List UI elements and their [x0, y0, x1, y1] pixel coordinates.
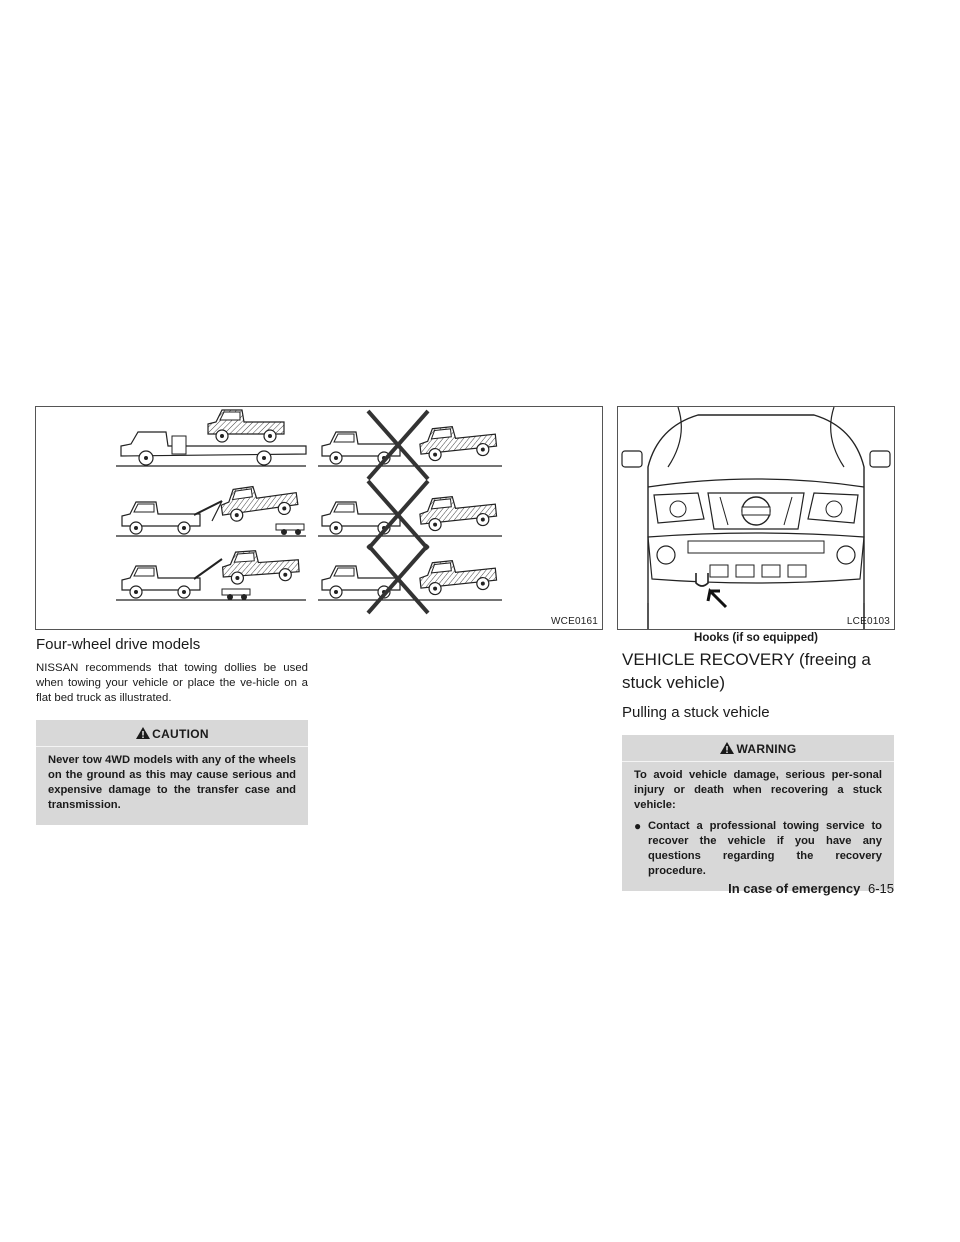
towing-paragraph: NISSAN recommends that towing dollies be used when towing your vehicle or place the ve-hicle on a flat bed truck as illustrated. [36, 662, 308, 704]
caution-text: Never tow 4WD models with any of the wheels on the ground as this may cause serious and expensive damage to the transfer case and transmission. [48, 754, 296, 811]
towing-methods-figure [35, 406, 603, 630]
warning-bullet-text: Contact a professional towing service to recover the vehicle if you have any questions regarding the recovery procedure. [648, 820, 882, 877]
footer-page-number: 6-15 [867, 881, 894, 896]
figure-caption: Hooks (if so equipped) [694, 632, 818, 644]
caution-title: CAUTION [152, 727, 209, 741]
warning-box [622, 735, 894, 891]
towing-illustration [36, 407, 602, 629]
caution-icon [135, 726, 151, 740]
page-footer [728, 881, 894, 896]
left-column [36, 636, 308, 825]
footer-section: In case of emergency [728, 881, 861, 896]
vehicle-front-illustration [618, 407, 894, 629]
vehicle-recovery-heading: VEHICLE RECOVERY (freeing a stuck vehicle) [622, 650, 871, 692]
warning-header [622, 735, 894, 762]
warning-title: WARNING [736, 742, 797, 756]
caution-header [36, 720, 308, 747]
section-heading-4wd: Four-wheel drive models [36, 636, 201, 653]
warning-intro: To avoid vehicle damage, serious per-sonal injury or death when recovering a stuck vehicle: [634, 769, 882, 811]
caution-box [36, 720, 308, 825]
pulling-subheading: Pulling a stuck vehicle [622, 704, 770, 721]
bullet-dot: ● [634, 819, 642, 833]
warning-icon [719, 741, 735, 755]
right-column [622, 648, 894, 891]
warning-bullet [634, 819, 882, 879]
figure-code-right: LCE0103 [846, 616, 890, 627]
tow-hook-figure [617, 406, 895, 630]
figure-code-left: WCE0161 [551, 616, 598, 627]
